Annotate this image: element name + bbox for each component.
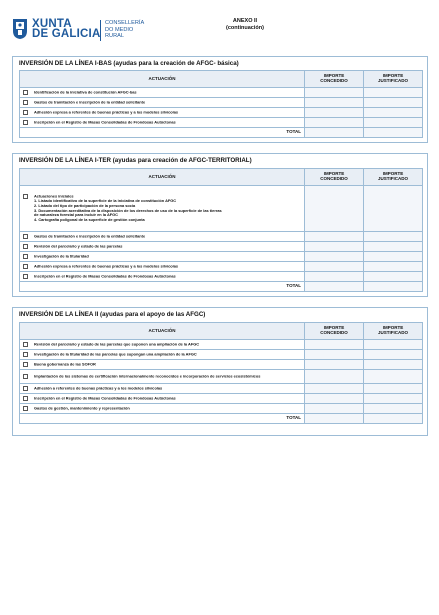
- col-header-justified: IMPORTE JUSTIFICADO: [364, 71, 423, 88]
- col-header-action: ACTUACIÓN: [20, 71, 305, 88]
- section-line-i-bas: [12, 56, 428, 143]
- amount-justified-field[interactable]: [364, 108, 423, 118]
- col-header-requested: IMPORTE CONCEDIDO: [305, 71, 364, 88]
- amount-justified-field[interactable]: [364, 272, 423, 282]
- galicia-crest-icon: [12, 18, 28, 40]
- amount-requested-field[interactable]: [305, 252, 364, 262]
- row-checkbox[interactable]: [23, 264, 28, 269]
- row-checkbox[interactable]: [23, 362, 28, 367]
- table-header-row: [20, 169, 423, 186]
- amount-requested-field[interactable]: [305, 242, 364, 252]
- department-line-1: CONSELLERÍA: [105, 20, 145, 26]
- total-label: TOTAL: [20, 128, 305, 138]
- amount-requested-field[interactable]: [305, 340, 364, 350]
- total-requested-field[interactable]: [305, 128, 364, 138]
- section-line-i-ter: [12, 153, 428, 297]
- section-title: INVERSIÓN DE LA LÍNEA I-TER (ayudas para creación de AFGC-TERRITORIAL): [19, 157, 252, 164]
- annex-heading: [200, 18, 290, 32]
- table-row: [20, 108, 423, 118]
- amount-justified-field[interactable]: [364, 350, 423, 360]
- amount-justified-field[interactable]: [364, 340, 423, 350]
- row-label: Investigación de la titularidad: [34, 253, 89, 259]
- row-label: Gastos de tramitación e inscripción de la entidad solicitante: [34, 233, 146, 239]
- table-row: [20, 232, 423, 242]
- table-row: [20, 404, 423, 414]
- table-row: [20, 360, 423, 370]
- row-label: Gastos de gestión, mantenimiento y representación: [34, 405, 130, 411]
- row-checkbox[interactable]: [23, 244, 28, 249]
- row-checkbox[interactable]: [23, 406, 28, 411]
- logo-divider: [100, 20, 101, 41]
- total-requested-field[interactable]: [305, 414, 364, 424]
- sub-item: 2. Listado del tipo de participación de la persona socia: [34, 203, 136, 209]
- table-row: [20, 88, 423, 98]
- amount-requested-field[interactable]: [305, 88, 364, 98]
- row-checkbox[interactable]: [23, 254, 28, 259]
- amount-justified-field[interactable]: [364, 262, 423, 272]
- row-label: Revisión del parcelario y estado de las parcelas: [34, 243, 123, 249]
- investment-table: [19, 168, 423, 292]
- amount-justified-field[interactable]: [364, 186, 423, 232]
- amount-requested-field[interactable]: [305, 98, 364, 108]
- total-row: [20, 414, 423, 424]
- sub-item: 4. Cartografía poligonal de la superficie de gestión conjunta: [34, 217, 145, 223]
- row-label: Identificación de la iniciativa de constitución AFGC-bas: [34, 89, 137, 95]
- amount-requested-field[interactable]: [305, 384, 364, 394]
- total-justified-field[interactable]: [364, 128, 423, 138]
- row-checkbox[interactable]: [23, 120, 28, 125]
- annex-subtitle: (continuación): [226, 25, 264, 31]
- col-header-action: ACTUACIÓN: [20, 323, 305, 340]
- row-label: Implantación de los sistemas de certificación internacionalmente reconocidos e incorporación de servicios ecosistémicos: [34, 373, 261, 379]
- department-name: [105, 20, 144, 40]
- amount-justified-field[interactable]: [364, 394, 423, 404]
- table-row: [20, 394, 423, 404]
- col-header-action: ACTUACIÓN: [20, 169, 305, 186]
- table-row: [20, 242, 423, 252]
- row-checkbox[interactable]: [23, 100, 28, 105]
- amount-requested-field[interactable]: [305, 232, 364, 242]
- table-row: [20, 262, 423, 272]
- amount-justified-field[interactable]: [364, 88, 423, 98]
- total-label: TOTAL: [20, 282, 305, 292]
- table-row: [20, 118, 423, 128]
- section-line-ii: [12, 307, 428, 436]
- amount-requested-field[interactable]: [305, 118, 364, 128]
- amount-requested-field[interactable]: [305, 272, 364, 282]
- amount-justified-field[interactable]: [364, 360, 423, 370]
- row-checkbox[interactable]: [23, 234, 28, 239]
- table-row: [20, 252, 423, 262]
- section-title: INVERSIÓN DE LA LÍNEA I-BAS (ayudas para la creación de AFGC- básica): [19, 60, 239, 67]
- col-header-requested: IMPORTE CONCEDIDO: [305, 323, 364, 340]
- row-label: Actuaciones iniciales: [34, 193, 74, 199]
- row-label: Adhesión expresa a referentes de buenas prácticas y a los modelos silvícolas: [34, 109, 179, 115]
- row-label: Investigación de la titularidad de las parcelas que supongan una ampliación de la AFGC: [34, 351, 197, 357]
- row-label: Inscripción en el Registro de Masas Consolidadas de Frondosas Autóctonas: [34, 395, 176, 401]
- investment-table: [19, 70, 423, 138]
- amount-justified-field[interactable]: [364, 370, 423, 384]
- col-header-justified: IMPORTE JUSTIFICADO: [364, 169, 423, 186]
- amount-requested-field[interactable]: [305, 360, 364, 370]
- row-checkbox[interactable]: [23, 386, 28, 391]
- amount-justified-field[interactable]: [364, 118, 423, 128]
- amount-justified-field[interactable]: [364, 242, 423, 252]
- amount-requested-field[interactable]: [305, 350, 364, 360]
- amount-requested-field[interactable]: [305, 404, 364, 414]
- sub-item: 1. Listado identificativo de la superficie de la iniciativa de constitución AFGC: [34, 198, 177, 204]
- investment-table: [19, 322, 423, 424]
- amount-requested-field[interactable]: [305, 370, 364, 384]
- row-checkbox[interactable]: [23, 194, 28, 199]
- row-checkbox[interactable]: [23, 342, 28, 347]
- page-header: [0, 0, 439, 48]
- amount-justified-field[interactable]: [364, 404, 423, 414]
- row-label: Inscripción en el Registro de Masas Consolidadas de Frondosas Autóctonas: [34, 273, 176, 279]
- amount-justified-field[interactable]: [364, 232, 423, 242]
- annex-title: ANEXO II: [232, 18, 258, 24]
- logo-line-1: XUNTA: [32, 18, 72, 30]
- table-row: [20, 98, 423, 108]
- department-line-3: RURAL: [105, 33, 124, 40]
- row-label: Revisión del parcelario y estado de las parcelas que suponen una ampliación de la AFGC: [34, 341, 200, 347]
- row-checkbox[interactable]: [23, 352, 28, 357]
- row-label: Inscripción en el Registro de Masas Consolidadas de Frondosas Autóctonas: [34, 119, 176, 125]
- total-row: [20, 128, 423, 138]
- table-row: [20, 272, 423, 282]
- col-header-requested: IMPORTE CONCEDIDO: [305, 169, 364, 186]
- table-row: [20, 384, 423, 394]
- row-label: Adhesión a referentes de buenas prácticas y a los modelos silvícolas: [34, 385, 163, 391]
- department-line-2: DO MEDIO: [105, 26, 134, 33]
- col-header-justified: IMPORTE JUSTIFICADO: [364, 323, 423, 340]
- total-row: [20, 282, 423, 292]
- total-label: TOTAL: [20, 414, 305, 424]
- logo-line-2: DE GALICIA: [32, 28, 101, 40]
- table-row: [20, 350, 423, 360]
- amount-requested-field[interactable]: [305, 262, 364, 272]
- row-checkbox[interactable]: [23, 274, 28, 279]
- row-label: Adhesión expresa a referentes de buenas prácticas y a los modelos silvícolas: [34, 263, 179, 269]
- table-header-row: [20, 71, 423, 88]
- table-row: [20, 186, 423, 232]
- amount-requested-field[interactable]: [305, 394, 364, 404]
- table-row: [20, 340, 423, 350]
- row-label: Buena gobernanza de las SOFOR: [34, 361, 96, 367]
- amount-requested-field[interactable]: [305, 108, 364, 118]
- row-checkbox[interactable]: [23, 396, 28, 401]
- total-justified-field[interactable]: [364, 282, 423, 292]
- table-row: [20, 370, 423, 384]
- xunta-logo: [12, 18, 162, 44]
- logo-wordmark: [32, 19, 100, 39]
- row-label: Gastos de tramitación e inscripción de la entidad solicitante: [34, 99, 146, 105]
- amount-justified-field[interactable]: [364, 98, 423, 108]
- row-checkbox[interactable]: [23, 90, 28, 95]
- total-justified-field[interactable]: [364, 414, 423, 424]
- total-requested-field[interactable]: [305, 282, 364, 292]
- table-header-row: [20, 323, 423, 340]
- amount-justified-field[interactable]: [364, 252, 423, 262]
- row-checkbox[interactable]: [23, 110, 28, 115]
- sub-item: de naturaleza forestal para incluir en la AFGC: [34, 212, 118, 218]
- amount-requested-field[interactable]: [305, 186, 364, 232]
- row-checkbox[interactable]: [23, 374, 28, 379]
- sub-item: 3. Documentación acreditativa de la disposición de los derechos de uso de la superficie de las tierras: [34, 207, 222, 213]
- amount-justified-field[interactable]: [364, 384, 423, 394]
- section-title: INVERSIÓN DE LA LÍNEA II (ayudas para el apoyo de las AFGC): [19, 311, 206, 318]
